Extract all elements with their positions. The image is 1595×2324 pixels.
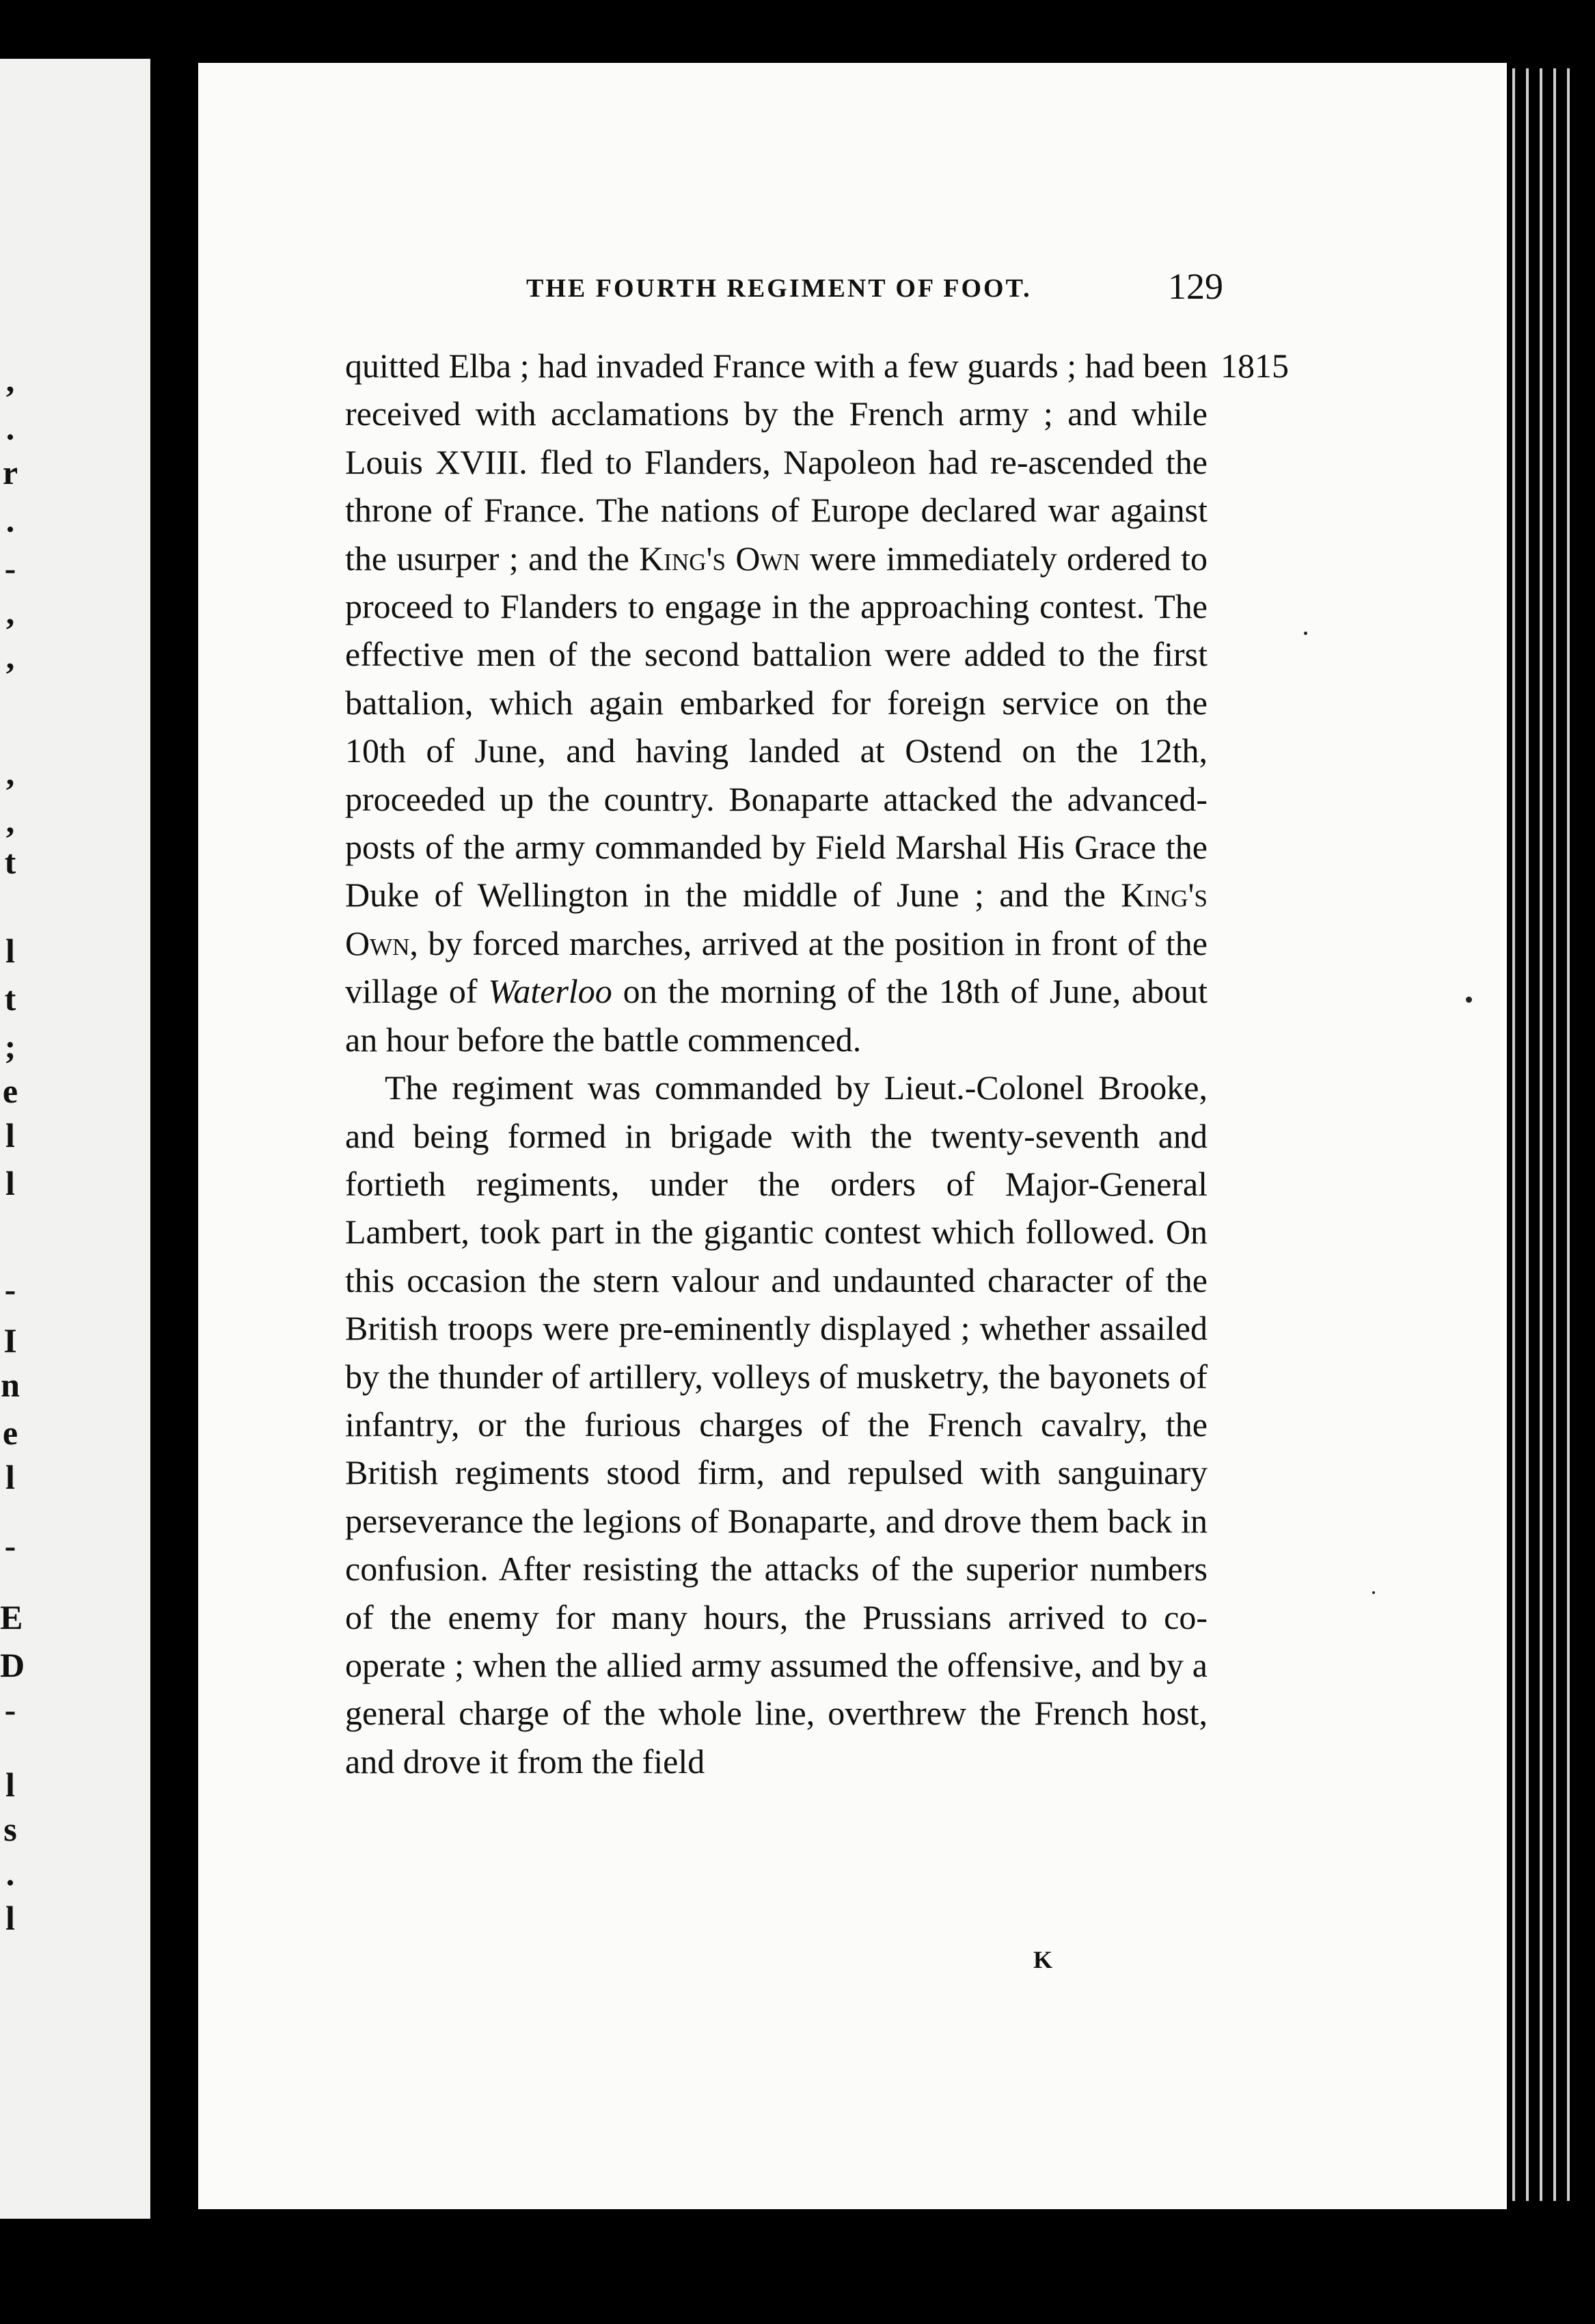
scan-speck [1304, 632, 1307, 635]
left-margin-text-fragments [0, 59, 25, 2219]
left-margin-fragment: e [2, 1072, 18, 1110]
signature-mark: K [1033, 1946, 1053, 1973]
left-margin-fragment: e [2, 1414, 18, 1452]
left-margin-fragment: , [5, 754, 15, 792]
left-margin-fragment: t [4, 843, 16, 881]
page-number: 129 [1168, 266, 1223, 307]
paragraph-2: The regiment was commanded by Lieut.-Colonel Brooke, and being formed in brigade with the twenty-seventh and fortieth regiments, under the orders of Major-General Lambert, took part in the gigantic contest which followed. On this occasion the stern valour and undaunted character of the British troops were pre-eminently displayed ; whether assailed by the thunder of artillery, volleys of musketry, the bayonets of infantry, or the furious charges of the French cavalry, the British regiments stood firm, and repulsed with sanguinary perseverance the legions of Bonaparte, and drove them back in confusion. After resisting the attacks of the superior numbers of the enemy for many hours, the Prussians arrived to co-operate ; when the allied army assumed the offensive, and by a general charge of the whole line, overthrew the French host, and drove it from the field [345, 1068, 1208, 1781]
left-margin-fragment: t [4, 979, 16, 1018]
left-margin-fragment: - [4, 1690, 16, 1729]
paragraph-1-text: were immediately ordered to proceed to Flanders to engage in the approaching contest. The effective men of the second battalion were added to the first battalion, which again embarked for foreign service on the 10th of June, and having landed at Ostend on the 12th, proceeded up the country. Bonaparte attacked the advanced-posts of the army commanded by Field Marshal His Grace the Duke of Wellington in the middle of June ; and the [345, 539, 1208, 915]
margin-year-note: 1815 [1221, 347, 1289, 385]
running-title: THE FOURTH REGIMENT OF FOOT. [526, 274, 1032, 303]
book-gutter [150, 59, 198, 2219]
left-margin-fragment: , [5, 593, 15, 632]
paragraph-1-text: quitted Elba ; had invaded France with a few guards ; had been received with acclamations by the French army ; and while Louis XVIII. fled to Flanders, Napoleon had re-ascended the throne of France. The nations of Europe declared war against the usurper ; and the [345, 347, 1208, 578]
left-margin-fragment: - [4, 1270, 16, 1308]
left-margin-fragment: l [5, 1899, 15, 1937]
left-margin-fragment: ; [4, 1027, 16, 1066]
left-margin-fragment: l [5, 1458, 15, 1496]
left-margin-fragment: - [4, 549, 16, 587]
paragraph-1-text: on the morning of the 18th of June, about an hour before the battle commenced. [345, 972, 1208, 1059]
left-margin-fragment: - [4, 1526, 16, 1565]
page-stack-edges [1507, 68, 1575, 2201]
left-margin-fragment: l [5, 1766, 15, 1804]
left-margin-fragment: r [2, 453, 18, 491]
left-margin-fragment: , [5, 361, 15, 399]
left-margin-fragment: l [5, 1116, 15, 1154]
left-margin-fragment: E [0, 1598, 23, 1636]
left-margin-fragment: , [5, 638, 15, 676]
left-margin-fragment: s [3, 1810, 17, 1848]
kings-own-smallcaps: King's Own [639, 539, 800, 578]
left-margin-fragment: , [5, 802, 15, 840]
scan-speck [1466, 997, 1472, 1003]
left-page-edge [0, 59, 150, 2219]
kings-own-smallcaps: King's Own [345, 876, 1208, 962]
left-margin-fragment: . [5, 1854, 15, 1893]
left-margin-fragment: l [5, 1164, 15, 1202]
left-margin-fragment: I [3, 1321, 17, 1360]
left-margin-fragment: . [5, 409, 15, 447]
scan-speck [1372, 1591, 1375, 1594]
left-margin-fragment: n [1, 1366, 20, 1404]
left-margin-fragment: l [5, 932, 15, 970]
paragraph-1 [345, 342, 1208, 1064]
left-margin-fragment: D [0, 1646, 25, 1684]
left-margin-fragment: . [5, 501, 15, 539]
body-text [345, 342, 1208, 1785]
paragraph-1-text: , by forced marches, arrived at the position in front of the village of [345, 923, 1208, 1011]
waterloo-italic: Waterloo [488, 972, 612, 1011]
